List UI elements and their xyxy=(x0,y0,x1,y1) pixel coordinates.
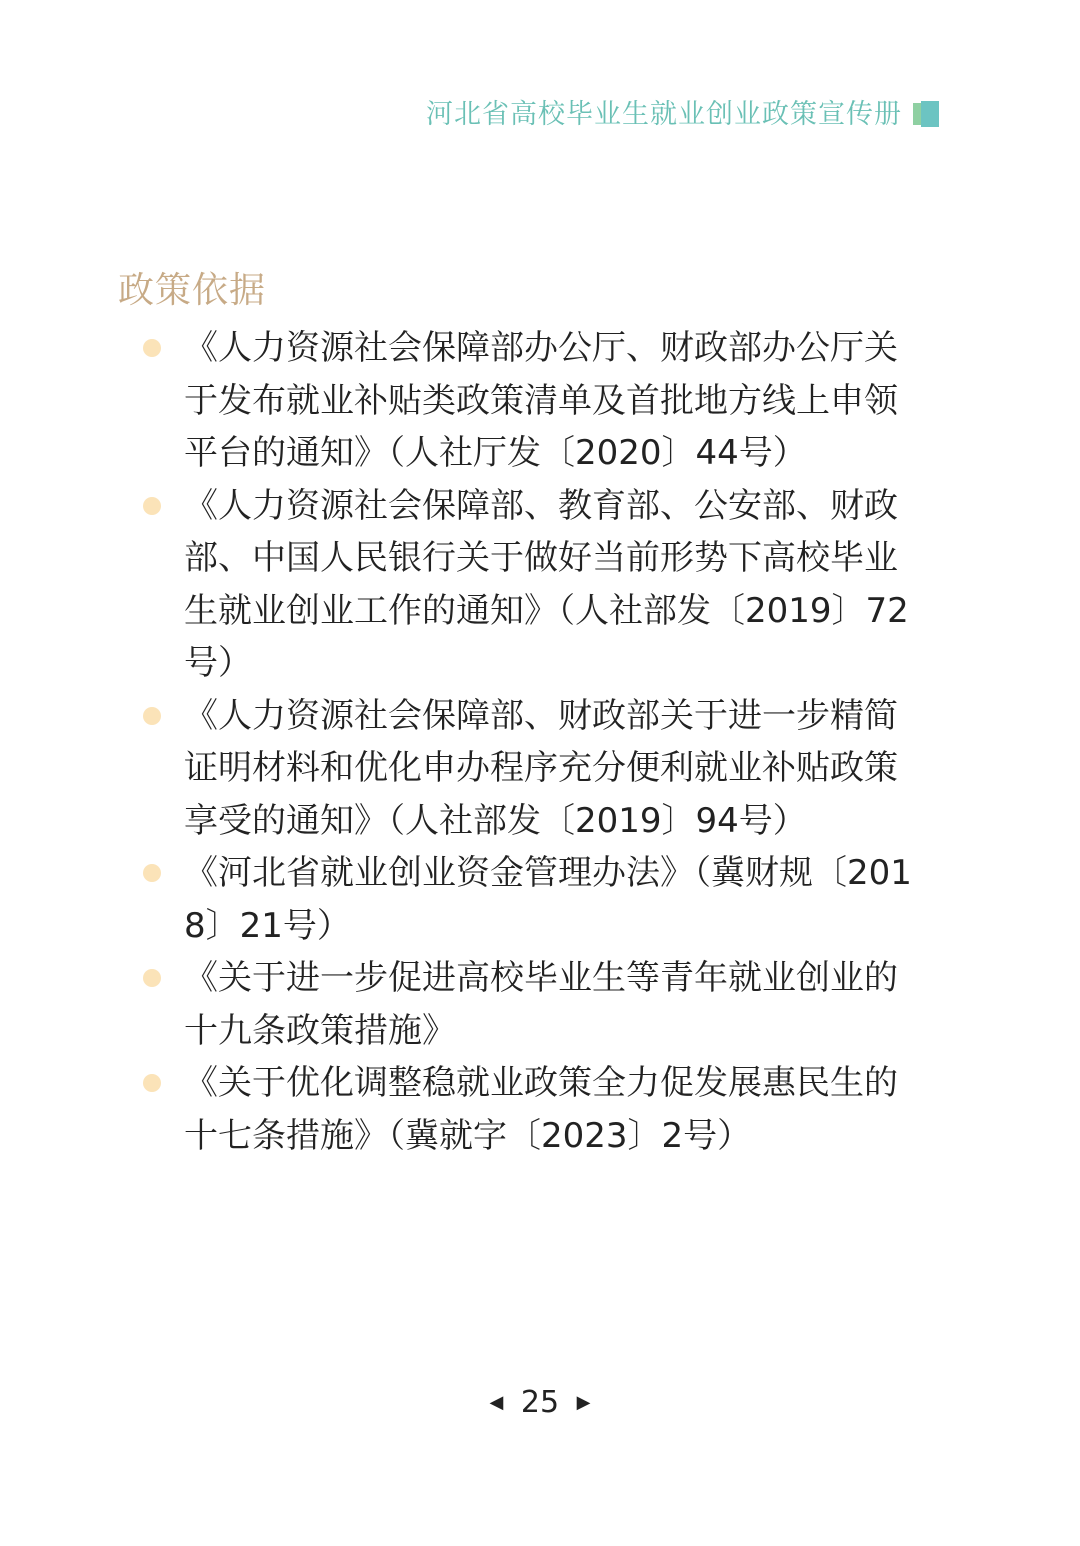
policy-reference-item xyxy=(140,952,930,1057)
policy-reference-list xyxy=(140,322,930,1162)
policy-reference-text: 《河北省就业创业资金管理办法》（冀财规〔2018〕21号） xyxy=(184,853,912,946)
policy-reference-text: 《人力资源社会保障部、财政部关于进一步精简证明材料和优化申办程序充分便利就业补贴政策享受的通知》（人社部发〔2019〕94号） xyxy=(184,695,898,841)
triangle-left-icon: ◀ xyxy=(489,1392,504,1413)
brochure-title: 河北省高校毕业生就业创业政策宣传册 xyxy=(426,99,902,130)
triangle-right-icon: ▶ xyxy=(576,1392,591,1413)
bullet-dot-icon xyxy=(143,1074,161,1092)
policy-reference-item xyxy=(140,1057,930,1162)
section-title: 政策依据 xyxy=(118,270,267,311)
header-square-teal xyxy=(921,101,939,127)
bullet-dot-icon xyxy=(143,864,161,882)
policy-reference-item xyxy=(140,690,930,848)
policy-reference-text: 《人力资源社会保障部、教育部、公安部、财政部、中国人民银行关于做好当前形势下高校毕业生就业创业工作的通知》（人社部发〔2019〕72号） xyxy=(184,485,909,683)
policy-reference-item xyxy=(140,480,930,690)
header-square-icon xyxy=(913,101,939,127)
policy-reference-item xyxy=(140,847,930,952)
page-number-indicator xyxy=(0,1384,1080,1420)
page-number: 25 xyxy=(520,1385,560,1420)
policy-reference-text: 《关于进一步促进高校毕业生等青年就业创业的十九条政策措施》 xyxy=(184,958,898,1051)
policy-reference-item xyxy=(140,322,930,480)
bullet-dot-icon xyxy=(143,497,161,515)
bullet-dot-icon xyxy=(143,707,161,725)
policy-reference-text: 《人力资源社会保障部办公厅、财政部办公厅关于发布就业补贴类政策清单及首批地方线上申领平台的通知》（人社厅发〔2020〕44号） xyxy=(184,328,898,473)
bullet-dot-icon xyxy=(143,969,161,987)
bullet-dot-icon xyxy=(143,339,161,357)
policy-reference-text: 《关于优化调整稳就业政策全力促发展惠民生的十七条措施》（冀就字〔2023〕2号） xyxy=(184,1063,898,1156)
